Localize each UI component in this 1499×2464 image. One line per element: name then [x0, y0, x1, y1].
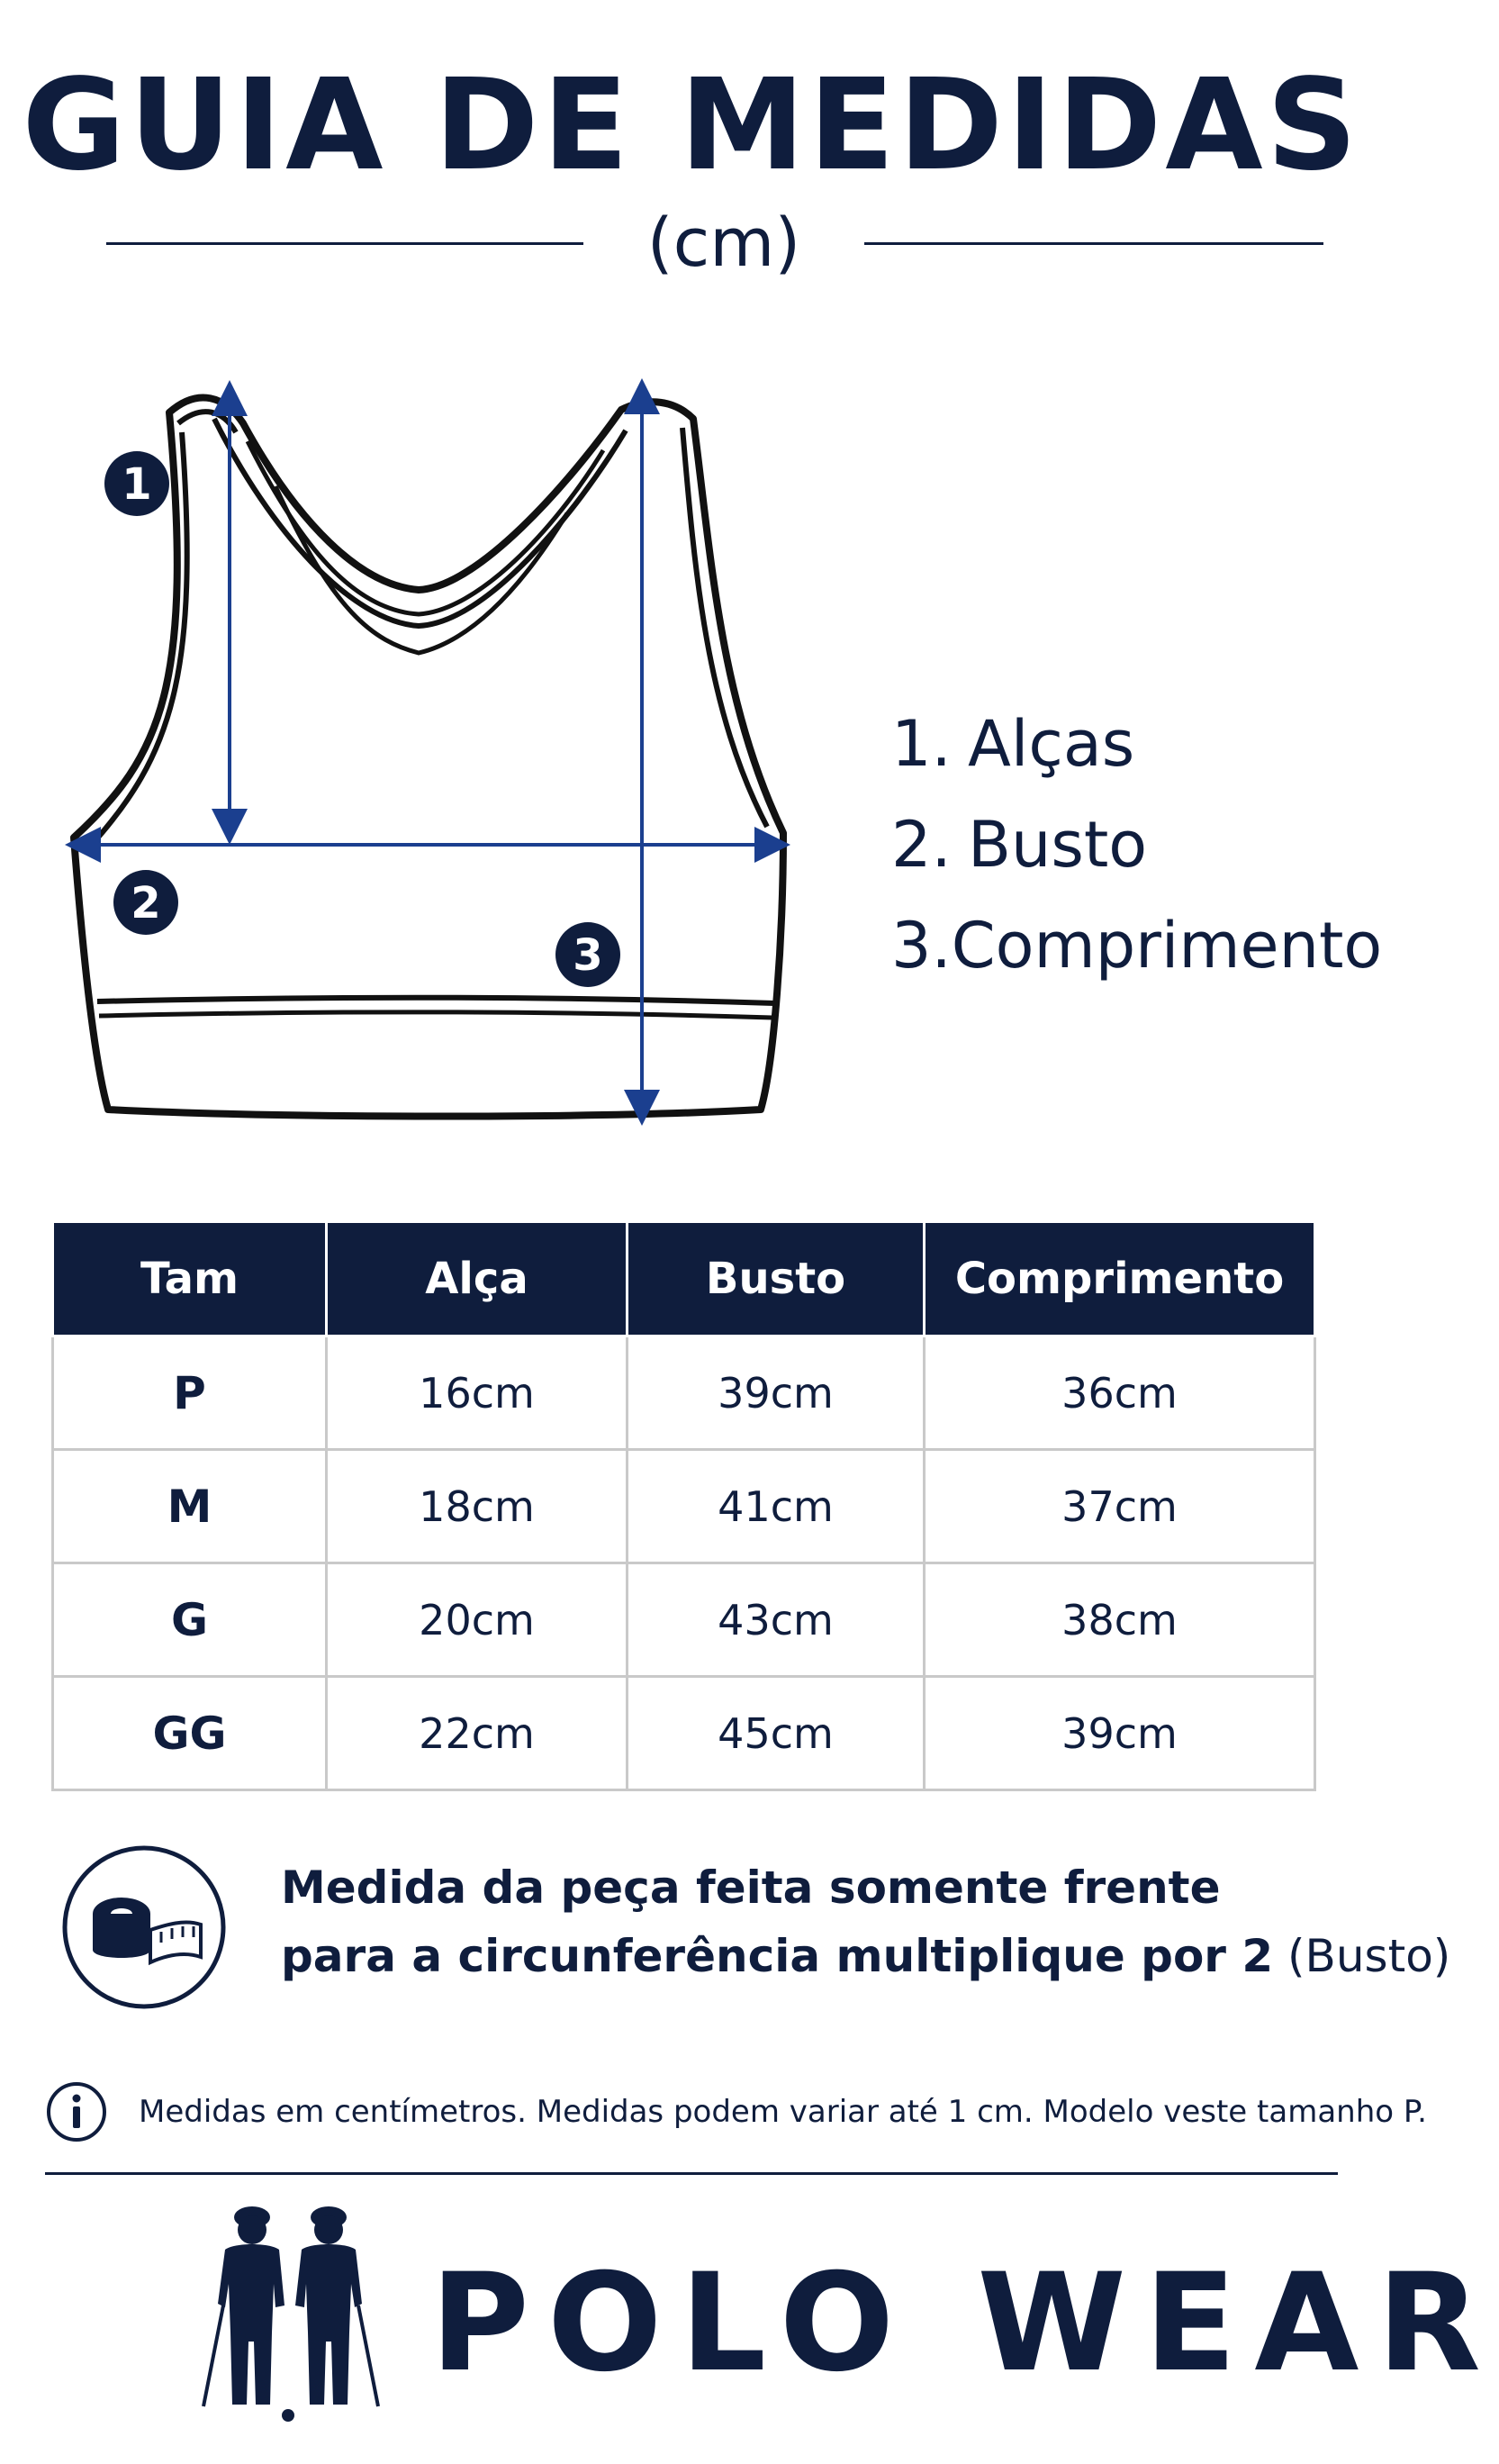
marker-1	[104, 451, 169, 516]
info-text: Medidas em centímetros. Medidas podem variar até 1 cm. Modelo veste tamanho P.	[139, 2094, 1427, 2130]
table-cell: 18cm	[327, 1450, 628, 1563]
table-row	[53, 1450, 1315, 1563]
brand-name: POLO WEAR	[430, 2245, 1499, 2402]
table-cell: 16cm	[327, 1336, 628, 1450]
unit-divider-left	[106, 242, 583, 245]
note-line-2: para a circunferência multiplique por 2 (Busto)	[281, 1930, 1451, 1982]
measurement-note	[281, 1853, 1451, 1990]
svg-text:1: 1	[122, 459, 152, 510]
table-cell-size: P	[53, 1336, 327, 1450]
table-cell: 41cm	[628, 1450, 925, 1563]
unit-divider-right	[864, 242, 1323, 245]
table-cell: 37cm	[925, 1450, 1315, 1563]
unit-label: (cm)	[646, 204, 801, 282]
info-icon	[45, 2080, 108, 2143]
table-cell: 39cm	[925, 1677, 1315, 1790]
marker-2	[113, 870, 178, 935]
table-cell: 36cm	[925, 1336, 1315, 1450]
page-title: GUIA DE MEDIDAS	[22, 52, 1361, 199]
note-line-1: Medida da peça feita somente frente	[281, 1862, 1221, 1914]
table-cell: 43cm	[628, 1563, 925, 1677]
table-cell: 22cm	[327, 1677, 628, 1790]
table-cell-size: GG	[53, 1677, 327, 1790]
header-busto: Busto	[628, 1222, 925, 1336]
table-row	[53, 1336, 1315, 1450]
table-cell: 38cm	[925, 1563, 1315, 1677]
sports-bra-diagram	[63, 378, 819, 1126]
table-header-row	[53, 1222, 1315, 1336]
legend-label: Busto	[968, 808, 1148, 882]
table-cell: 20cm	[327, 1563, 628, 1677]
header-tam: Tam	[53, 1222, 327, 1336]
legend-item: 1. Alças	[891, 693, 1359, 794]
svg-text:2: 2	[131, 878, 161, 929]
tape-measure-icon	[59, 1842, 230, 2013]
polo-players-logo	[198, 2197, 387, 2423]
table-cell-size: M	[53, 1450, 327, 1563]
measurement-legend	[891, 693, 1383, 996]
table-cell: 39cm	[628, 1336, 925, 1450]
size-table	[51, 1220, 1316, 1791]
footer-divider	[45, 2172, 1338, 2175]
marker-3	[555, 922, 620, 987]
table-cell-size: G	[53, 1563, 327, 1677]
svg-text:3: 3	[573, 930, 603, 981]
header-alca: Alça	[327, 1222, 628, 1336]
legend-label: Comprimento	[951, 909, 1383, 983]
info-row	[45, 2080, 1427, 2143]
header-comprimento: Comprimento	[925, 1222, 1315, 1336]
legend-label: Alças	[968, 707, 1135, 781]
garment-outline	[74, 397, 783, 1116]
legend-item: 2. Busto	[891, 794, 1359, 895]
table-cell: 45cm	[628, 1677, 925, 1790]
unit-row	[0, 203, 1383, 284]
legend-item: 3. Comprimento	[891, 895, 1359, 996]
table-row	[53, 1677, 1315, 1790]
table-row	[53, 1563, 1315, 1677]
